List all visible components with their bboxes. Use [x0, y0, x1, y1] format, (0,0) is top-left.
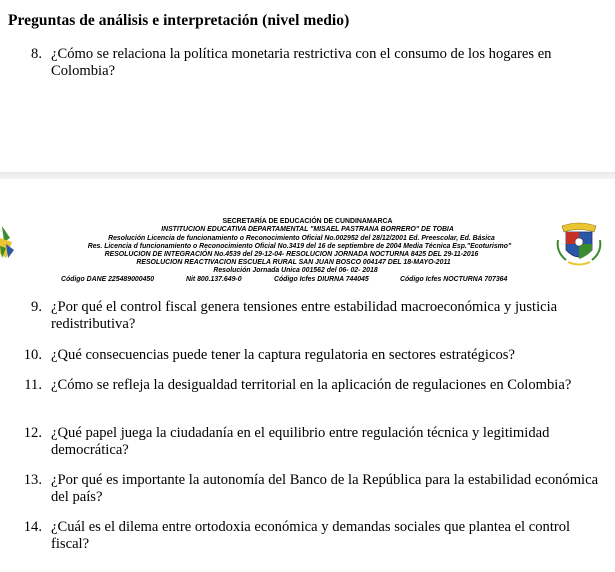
- question-text: ¿Cómo se relaciona la política monetaria restrictiva con el consumo de los hogares en Colombia?: [51, 46, 552, 79]
- letterhead-secretaria: SECRETARÍA DE EDUCACIÓN DE CUNDINAMARCA: [222, 218, 393, 225]
- letterhead-resolution-2: Res. Licencia d funcionamiento o Reconocimiento Oficial No.3419 del 16 de septiembre de 2004 Media Técnica Esp."Ecoturismo": [87, 243, 512, 250]
- question-text: ¿Por qué es importante la autonomía del Banco de la República para la estabilidad económica del país?: [51, 472, 599, 505]
- letterhead-resolution-1: Resolución Licencia de funcionamiento o Reconocimiento Oficial No.002952 del 28/12/2001 Ed. Preescolar, Ed. Básica: [108, 235, 495, 242]
- page-separator: [0, 172, 615, 179]
- letterhead-resolution-3: RESOLUCION DE INTEGRACIÓN No.4539 del 29-12-04- RESOLUCION JORNADA NOCTURNA 8425 DEL 29-11-2016: [104, 251, 479, 258]
- nit-code: Nit 800.137.649-0: [186, 276, 242, 283]
- dane-code: Código DANE 225489000450: [61, 276, 155, 283]
- letterhead-resolution-5: Resolución Jornada Unica 001562 del 06- 02- 2018: [213, 267, 378, 274]
- icfes-nocturna-code: Código Icfes NOCTURNA 707364: [400, 276, 508, 283]
- letterhead-institution: INSTITUCION EDUCATIVA DEPARTAMENTAL "MISAEL PASTRANA BORRERO" DE TOBIA: [161, 226, 454, 233]
- question-number: 10.: [23, 347, 42, 363]
- letterhead-resolution-4: RESOLUCION REACTIVACION ESCUELA RURAL SAN JUAN BOSCO 004147 DEL 18-MAYO-2011: [136, 259, 451, 266]
- question-number: 13.: [23, 472, 42, 488]
- question-number: 8.: [31, 46, 42, 62]
- question-text: ¿Cuál es el dilema entre ortodoxia económica y demandas sociales que plantea el control fiscal?: [51, 519, 571, 552]
- question-text: ¿Qué consecuencias puede tener la captura regulatoria en sectores estratégicos?: [51, 347, 515, 363]
- icfes-diurna-code: Código Icfes DIURNA 744045: [274, 276, 369, 283]
- page-one: [0, 0, 615, 170]
- question-text: ¿Cómo se refleja la desigualdad territorial en la aplicación de regulaciones en Colombia?: [51, 377, 572, 393]
- question-number: 11.: [24, 377, 42, 393]
- question-text: ¿Por qué el control fiscal genera tensiones entre estabilidad macroeconómica y justicia redistributiva?: [51, 299, 558, 332]
- question-number: 9.: [31, 299, 42, 315]
- section-title: Preguntas de análisis e interpretación (nivel medio): [8, 12, 350, 29]
- question-text: ¿Qué papel juega la ciudadanía en el equilibrio entre regulación técnica y legitimidad democrática?: [51, 425, 550, 458]
- question-number: 12.: [23, 425, 42, 441]
- question-number: 14.: [23, 519, 42, 535]
